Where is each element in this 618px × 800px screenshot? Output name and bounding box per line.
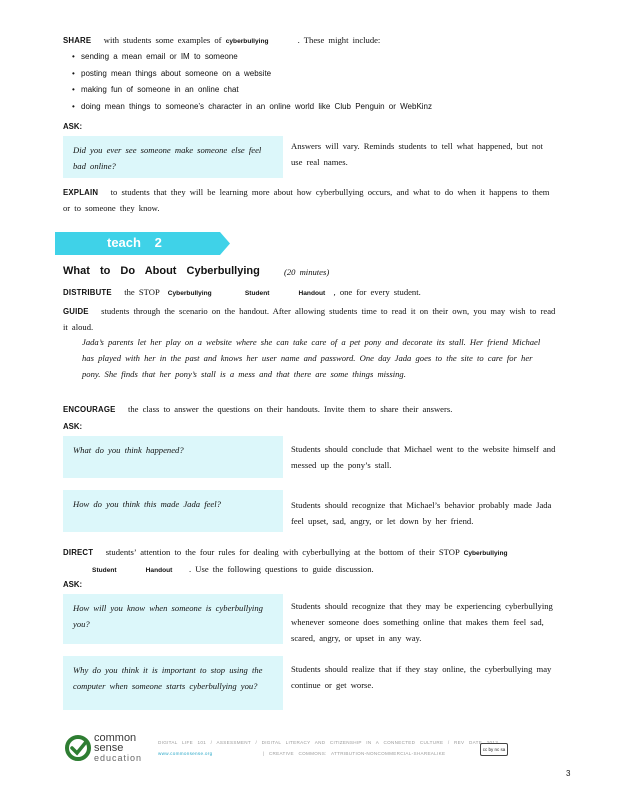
logo-line-3: education — [94, 753, 143, 763]
teach-number: 2 — [154, 235, 162, 250]
question-box-4: How will you know when someone is cyberbullying you? — [63, 594, 283, 644]
teach-label — [107, 235, 162, 250]
ask-label: ASK: — [63, 422, 83, 431]
question-box-1: Did you ever see someone make someone else feel bad online? — [63, 136, 283, 178]
teach-banner — [55, 232, 230, 255]
distribute-keyword-3: Handout — [298, 290, 326, 297]
footer-line-2 — [158, 751, 445, 756]
page-number: 3 — [566, 769, 571, 778]
share-list — [68, 49, 568, 115]
share-paragraph — [63, 33, 563, 49]
share-text: with students some examples of — [103, 35, 222, 45]
share-keyword: cyberbullying — [225, 38, 269, 45]
distribute-paragraph — [63, 285, 563, 301]
logo-line-2: sense — [94, 742, 124, 754]
answer-5: Students should realize that if they stay online, the cyberbullying may continue or get worse. — [291, 664, 552, 690]
encourage-lead: ENCOURAGE — [63, 405, 116, 414]
distribute-lead: DISTRIBUTE — [63, 288, 112, 297]
explain-text: to students that they will be learning more about how cyberbullying occurs, and what to do when it happens to them or to someone they know. — [63, 187, 550, 213]
answer-4: Students should recognize that they may be experiencing cyberbullying whenever someone does something online that makes them feel sad, scared, angry, or upset in any way. — [291, 601, 553, 643]
question-box-3: How do you think this made Jada feel? — [63, 490, 283, 532]
logo-line-1: common — [94, 732, 137, 744]
answer-1: Answers will vary. Reminds students to tell what happened, but not use real names. — [291, 141, 543, 167]
creative-commons-badge-icon: cc by nc sa — [480, 743, 508, 756]
footer-line-1: DIGITAL LIFE 101 / ASSESSMENT / DIGITAL LITERACY AND CITIZENSHIP IN A CONNECTED CULTURE / REV DATE 2013 — [158, 740, 499, 745]
list-item: • making fun of someone in an online chat — [68, 82, 568, 99]
list-item: • sending a mean email or IM to someone — [68, 49, 568, 66]
distribute-keyword-1: Cyberbullying — [167, 290, 212, 297]
direct-keyword-3: Handout — [145, 566, 173, 574]
guide-text: students through the scenario on the handout. After allowing students time to read it on their own, you may wish to read it aloud. — [63, 306, 556, 332]
section-time: (20 minutes) — [284, 267, 330, 277]
direct-lead: DIRECT — [63, 548, 94, 557]
encourage-text: the class to answer the questions on their handouts. Invite them to share their answers. — [127, 404, 453, 414]
common-sense-logo-icon — [64, 734, 92, 762]
distribute-keyword-2: Student — [244, 290, 270, 297]
ask-label: ASK: — [63, 122, 83, 131]
guide-paragraph — [63, 304, 558, 335]
explain-paragraph — [63, 185, 553, 216]
scenario-text: Jada’s parents let her play on a website where she can take care of a pet pony and decorate its stall. Her friend Michael has played with her in the past and knows her user name and password. One day Jada goes to the site to care for her pony. She finds that her pony’s stall is a mess and that there are some things missing. — [82, 337, 541, 379]
direct-paragraph — [63, 545, 558, 578]
list-item: • doing mean things to someone’s character in an online world like Club Penguin or WebKinz — [68, 99, 568, 116]
question-box-2: What do you think happened? — [63, 436, 283, 478]
share-text-end: . These might include: — [297, 35, 381, 45]
footer-url[interactable]: www.commonsense.org — [158, 751, 213, 756]
direct-text-end: . Use the following questions to guide discussion. — [188, 563, 374, 574]
direct-keyword-1: Cyberbullying — [463, 550, 508, 557]
direct-keyword-2: Student — [92, 566, 117, 574]
ask-label: ASK: — [63, 580, 83, 589]
answer-3: Students should recognize that Michael’s behavior probably made Jada feel upset, sad, angry, or let down by her friend. — [291, 500, 552, 526]
common-sense-logo-text — [94, 733, 142, 763]
teach-word: teach — [107, 235, 141, 250]
encourage-paragraph — [63, 402, 558, 417]
question-box-5: Why do you think it is important to stop using the computer when someone starts cyberbullying you? — [63, 656, 283, 710]
list-item: • posting mean things about someone on a website — [68, 66, 568, 83]
direct-text: students’ attention to the four rules for dealing with cyberbullying at the bottom of their STOP — [105, 547, 460, 557]
distribute-text-end: , one for every student. — [333, 287, 421, 297]
section-title: What to Do About Cyberbullying — [63, 265, 260, 277]
answer-2: Students should conclude that Michael went to the website himself and messed up the pony’s stall. — [291, 444, 556, 470]
distribute-text: the STOP — [124, 287, 160, 297]
footer-license: | CREATIVE COMMONS: ATTRIBUTION-NONCOMMERCIAL-SHAREALIKE — [262, 751, 446, 756]
guide-lead: GUIDE — [63, 307, 89, 316]
explain-lead: EXPLAIN — [63, 188, 99, 197]
share-lead: SHARE — [63, 36, 92, 45]
